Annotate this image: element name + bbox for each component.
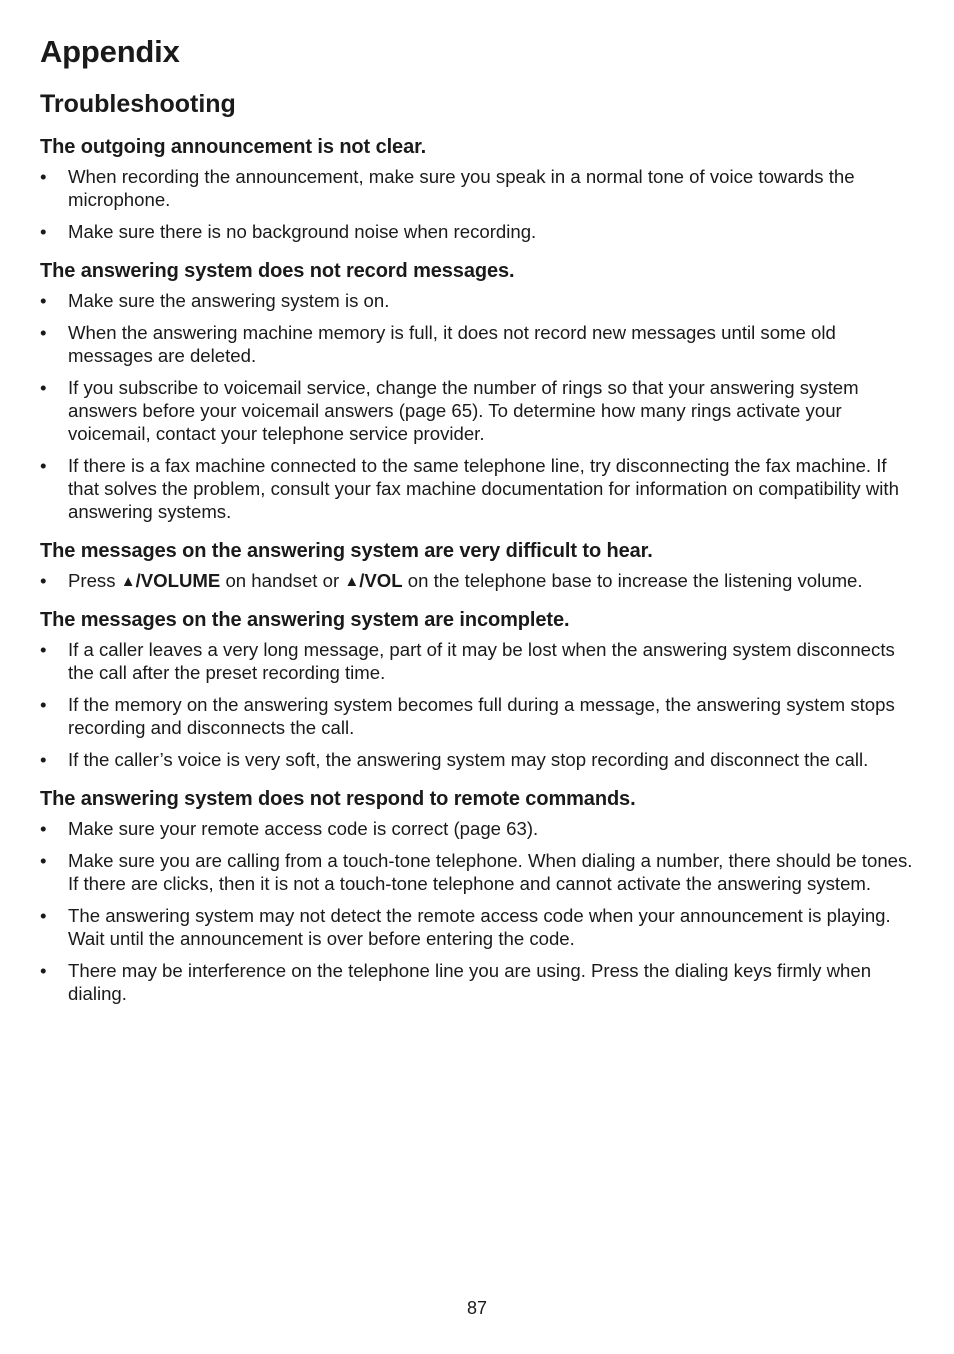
list-item xyxy=(40,321,915,367)
bullet-icon: • xyxy=(40,166,47,187)
list-item-text: If a caller leaves a very long message, part of it may be lost when the answering system disconnects the call after the preset recording time. xyxy=(68,639,895,683)
list-item xyxy=(40,817,915,840)
bullet-icon: • xyxy=(40,960,47,981)
topic-difficult-to-hear xyxy=(40,539,915,592)
bullet-icon: • xyxy=(40,905,47,926)
topic-remote-commands xyxy=(40,787,915,1005)
bullet-list xyxy=(40,817,915,1005)
bullet-icon: • xyxy=(40,290,47,311)
bullet-list xyxy=(40,165,915,243)
bullet-icon: • xyxy=(40,221,47,242)
list-item-text: Make sure you are calling from a touch-tone telephone. When dialing a number, there should be tones. If there are clicks, then it is not a touch-tone telephone and cannot activate the answering system. xyxy=(68,850,913,894)
handset-volume-key-label: ▲/VOLUME xyxy=(120,570,221,591)
topic-heading: The messages on the answering system are incomplete. xyxy=(40,609,570,631)
up-triangle-icon: ▲ xyxy=(344,573,360,590)
base-volume-key-label: ▲/VOL xyxy=(344,570,403,591)
bullet-icon: • xyxy=(40,639,47,660)
list-item xyxy=(40,904,915,950)
up-triangle-icon: ▲ xyxy=(120,573,136,590)
list-item-text: If you subscribe to voicemail service, change the number of rings so that your answering system answers before your voicemail answers (page 65). To determine how many rings activate your voicemail, contact your telephone service provider. xyxy=(68,377,859,444)
list-item-text: When the answering machine memory is full, it does not record new messages until some old messages are deleted. xyxy=(68,322,836,366)
list-item xyxy=(40,454,915,523)
bullet-icon: • xyxy=(40,455,47,476)
list-item xyxy=(40,638,915,684)
bullet-icon: • xyxy=(40,570,47,591)
list-item xyxy=(40,959,915,1005)
volume-suffix-text: on the telephone base to increase the listening volume. xyxy=(402,570,863,591)
list-item xyxy=(40,693,915,739)
list-item xyxy=(40,748,915,771)
list-item xyxy=(40,569,915,592)
topic-heading: The outgoing announcement is not clear. xyxy=(40,136,427,158)
page-number: 87 xyxy=(466,1298,488,1318)
list-item-text: Make sure your remote access code is correct (page 63). xyxy=(68,818,539,839)
page-title: Appendix xyxy=(40,34,180,69)
topic-heading: The answering system does not respond to remote commands. xyxy=(40,788,636,810)
troubleshooting-content xyxy=(40,135,915,1021)
list-item xyxy=(40,220,915,243)
bullet-icon: • xyxy=(40,377,47,398)
list-item xyxy=(40,165,915,211)
volume-prefix-text: Press xyxy=(68,570,121,591)
list-item xyxy=(40,376,915,445)
list-item-text: There may be interference on the telephone line you are using. Press the dialing keys firmly when dialing. xyxy=(68,960,872,1004)
bullet-list xyxy=(40,569,915,592)
list-item-text: If the memory on the answering system becomes full during a message, the answering system stops recording and disconnects the call. xyxy=(68,694,895,738)
list-item xyxy=(40,849,915,895)
section-title: Troubleshooting xyxy=(40,90,236,118)
list-item-text: Make sure there is no background noise when recording. xyxy=(68,221,537,242)
list-item-text: The answering system may not detect the remote access code when your announcement is playing. Wait until the announcement is over before entering the code. xyxy=(68,905,891,949)
list-item-text: Make sure the answering system is on. xyxy=(68,290,390,311)
bullet-icon: • xyxy=(40,694,47,715)
topic-does-not-record xyxy=(40,259,915,523)
list-item-text: If there is a fax machine connected to the same telephone line, try disconnecting the fax machine. If that solves the problem, consult your fax machine documentation for information on compatibility with answering systems. xyxy=(68,455,899,522)
volume-middle-text: on handset or xyxy=(220,570,345,591)
topic-heading: The messages on the answering system are very difficult to hear. xyxy=(40,540,653,562)
bullet-list xyxy=(40,289,915,523)
bullet-list xyxy=(40,638,915,771)
list-item-text: If the caller’s voice is very soft, the answering system may stop recording and disconnect the call. xyxy=(68,749,869,770)
bullet-icon: • xyxy=(40,322,47,343)
bullet-icon: • xyxy=(40,850,47,871)
topic-heading: The answering system does not record messages. xyxy=(40,260,515,282)
list-item xyxy=(40,289,915,312)
bullet-icon: • xyxy=(40,818,47,839)
topic-incomplete-messages xyxy=(40,608,915,771)
list-item-text: When recording the announcement, make sure you speak in a normal tone of voice towards the microphone. xyxy=(68,166,855,210)
bullet-icon: • xyxy=(40,749,47,770)
topic-outgoing-announcement xyxy=(40,135,915,243)
